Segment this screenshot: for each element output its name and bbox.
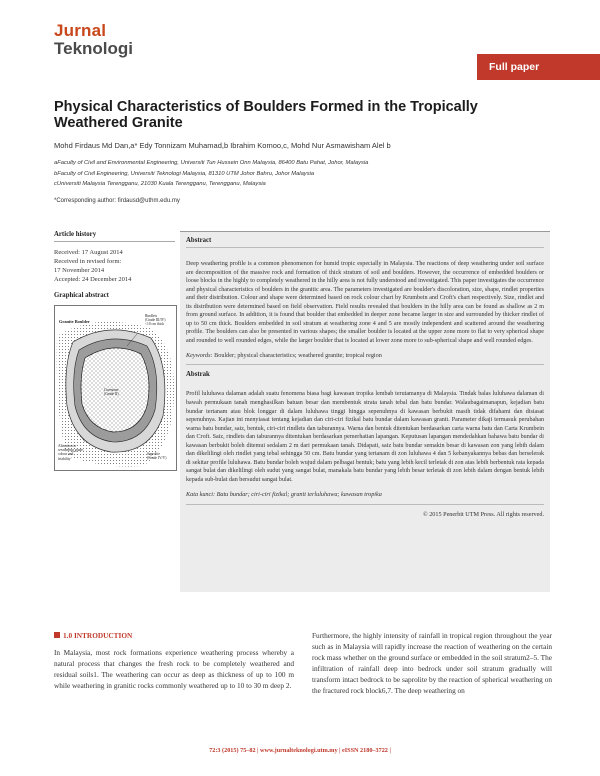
- received-date: Received: 17 August 2014: [54, 249, 123, 256]
- author-list: Mohd Firdaus Md Dan,a* Edy Tonnizam Muhamad,b Ibrahim Komoo,c, Mohd Nur Asmawisham Alel b: [54, 141, 391, 150]
- label-alteration-2: weathering grade,: [58, 448, 84, 453]
- label-alteration-3: colour and: [58, 452, 74, 457]
- body-column-left: [54, 647, 294, 691]
- full-paper-badge: Full paper: [477, 54, 600, 80]
- label-rindlets-grade: (Grade III/IV): [145, 318, 166, 323]
- label-saprolite-grade: (Grade IV/V): [147, 456, 167, 461]
- revised-label: Received in revised form:: [54, 258, 122, 265]
- kata-kunci-text: Batu bundar; ciri-ciri fizikal; granit terluluhawa; kawasan tropika: [216, 491, 382, 499]
- journal-logo: [54, 22, 133, 58]
- section-heading-introduction: [54, 631, 294, 640]
- label-rindlets-thickness: <10 cm thick: [145, 322, 164, 327]
- affiliation-a: aFaculty of Civil and Environmental Engineering, Universiti Tun Hussein Onn Malaysia, 86400 Batu Pahat, Johor, Malaysia: [54, 160, 369, 166]
- label-granite-boulder: Granite Boulder: [59, 319, 90, 324]
- graphical-abstract-figure: [54, 305, 177, 471]
- label-saprolite-text: Saprolite: [147, 452, 160, 456]
- affiliation-b: bFaculty of Civil Engineering, Universiti Teknologi Malaysia, 81310 UTM Johor Bahru, Johor Malaysia: [54, 170, 315, 177]
- intro-paragraph-left: In Malaysia, most rock formations experience weathering process whereby a natural process that changes the fresh rock to be completely weathered and residual soils1. The weathering can occur as deep as thickness of up to 100 m while weathering in granitic rocks commonly weathered up to 10 to 30 m deep 2.: [54, 648, 294, 690]
- abstract-box: [180, 231, 550, 592]
- keywords-text: Boulder; physical characteristics; weathered granite; tropical region: [214, 352, 382, 360]
- abstrak-heading: Abstrak: [186, 371, 210, 379]
- affiliation-c: cUniversiti Malaysia Terengganu, 21030 Kuala Terengganu, Terengganu, Malaysia: [54, 181, 266, 187]
- article-info-column: [54, 231, 175, 471]
- accepted-date: Accepted: 24 December 2014: [54, 276, 132, 283]
- revised-date: 17 November 2014: [54, 267, 105, 274]
- paper-title: Physical Characteristics of Boulders Formed in the Tropically Weathered Granite: [54, 99, 478, 131]
- kata-kunci: [186, 491, 544, 505]
- label-alteration-4: friability: [58, 456, 71, 461]
- logo-line-2: Teknologi: [54, 39, 134, 58]
- affiliations: [54, 158, 554, 190]
- label-corestone-text: Corestone: [104, 388, 119, 392]
- page-footer: 72:3 (2015) 75–82 | www.jurnalteknologi.utm.my | eISSN 2180–3722 |: [209, 747, 391, 754]
- kata-kunci-label: Kata kunci:: [186, 491, 216, 499]
- abstract-content: [186, 237, 544, 518]
- label-rindlets-text: Rindlets: [145, 314, 157, 318]
- body-column-right: [312, 630, 552, 696]
- copyright-notice: © 2015 Penerbit UTM Press. All rights reserved.: [422, 511, 544, 519]
- label-rindlets: [145, 314, 165, 327]
- logo-line-1: Jurnal: [54, 21, 107, 40]
- introduction-title: 1.0 INTRODUCTION: [63, 631, 133, 640]
- abstract-heading: Abstract: [186, 237, 544, 248]
- label-corestone-grade: (Grade II): [104, 392, 119, 397]
- article-history-heading: Article history: [54, 231, 175, 242]
- label-corestone: [104, 388, 119, 396]
- intro-paragraph-right: Furthermore, the highly intensity of rainfall in tropical region throughout the year such as in Malaysia will rapidly increase the reaction of weathering on the certain rock mass whether on the ground surface or embedded in the soil stratum2–5. The infiltration of rainfall deep into bedrock under soil stratum gradually will transform intact bedrock to be saprolite by the reaction of spherical weathering on the fractured rock block6,7. The deep weathering on: [312, 631, 552, 695]
- graphical-abstract-heading: Graphical abstract: [54, 292, 109, 299]
- section-bullet-icon: [54, 632, 60, 638]
- keywords: [186, 352, 544, 365]
- keywords-label: Keywords:: [186, 352, 213, 360]
- label-alteration: [58, 444, 84, 461]
- abstrak-text: Profil luluhawa dalaman adalah suatu fenomena biasa bagi kawasan tropika lembab terutamanya di Malaysia. Tindak balas luluhawa dalaman di bawah permukaan tanah menghasilkan batuan besar dan membentuk strata tanah tebal dan batu bundar. Walaubagaimanapun, kejadian batu bundar tertanam atau blok longgar di dalam luluhawa tinggi hingga sepenuhnya di kawasan berbukit masih tidak difahami dan disiasat sepenuhnya. Kajian ini menyiasat tentang kejadian dan ciri-ciri fizikal batu bundar dalam kawasan granit. Parameter dikaji termasuk perubahan warna batu bundar, saiz, bentuk, ciri-ciri rindlets dan taburannya. Warna dan bentuk ditentukan berdasarkan carta warna batu dan Carta Krumbein dan Croft. Saiz, rindlets dan taburannya ditentukan berdasarkan pemerhatian lapangan. Keputusan lapangan mendedahkan bahawa batu bundar di kawasan berbukit boleh ditemui sedalam 2 m dari permukaan tanah. Didapati, saiz batu bundar semakin besar di kawasan zon yang lebih dalam dan dikelilingi oleh rindlet yang tebal sehingga 50 cm. Batu bundar yang tertanam di zon luluhawa 4 dan 5 kebanyakannya bebas dan berselerak di sekitar profile luluhawa. Batu bundar boleh wujud dalam pelbagai bentuk; batu yang lebih kecil terletak di zon atas lebih berbentuk rata kepada sangat bulat dan dikelilingi oleh sudut yang sangat bulat, manakala batu bundar yang lebih besar terletak di zon lebih dalam dengan bentuk lebih kepada sub-bulat dan bersudut sangat bulat.: [186, 391, 544, 483]
- abstract-text: Deep weathering profile is a common phenomenon for humid tropic especially in Malaysia. The reactions of deep weathering under soil surface are decomposition of the massive rock and formation of thick stratum of soil and boulders. However, the occurrence of embedded boulders or loose blocks in the highly to completely weathered in the hilly area is not fully understood and investigated. This paper investigates the occurrence and physical characteristics of boulders in the granitic area. The parameters investigated are boulder's discoloration, size, shape, rindlet properties and their distribution. Colour and shape were determined based on rock colour chart by Krumbein and Croft's chart respectively. Size, rindlet and its distribution were determined based on field observation. Field results revealed that boulders in the hilly area can be found as shallow as 2 m from ground surface. In addition, it is found that boulder that embedded in deeper zone became larger in size and surrounded by thicker rindlet of up to 50 cm thick. Boulders embedded in soil stratum at weathering zone 4 and 5 are mostly independent and scattered around the weathering profile. The boulders can also be presented in various shapes; the smaller boulder is located at the upper zone more to flat to very spherical shape and rounded to well rounded edges, while the larger boulder that is located at lower zone more to sub-spherical shape and well rounded edges.: [186, 261, 544, 344]
- label-saprolite: [147, 452, 166, 460]
- corresponding-author: *Corresponding author: firdausd@uthm.edu.my: [54, 198, 180, 204]
- label-alteration-1: Alteration to: [58, 444, 77, 448]
- article-history: [54, 248, 175, 284]
